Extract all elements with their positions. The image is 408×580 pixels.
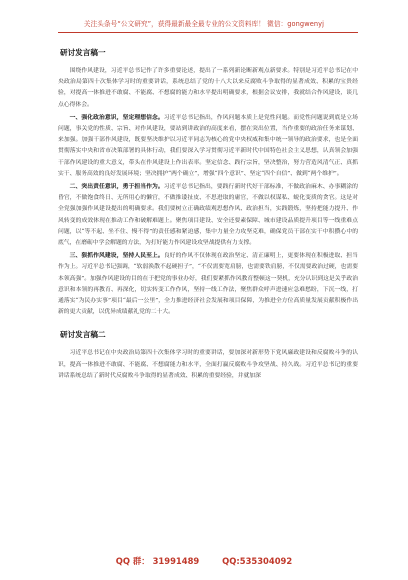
intro-paragraph-2: 习近平总书记在中央政治局第四十次集体学习时的重要讲话，要加深对新形势下党风廉政建设和反腐败斗争的认识，提高一体推进不敢腐、不能腐、不想腐能力和水平，全面打赢反腐败斗争攻坚战、持久战。习近平总书记的重要讲话系统总结了新时代反腐败斗争取得的显著成效、积累的重要经验，并就加深 bbox=[58, 350, 358, 379]
point-2-paragraph bbox=[58, 182, 358, 249]
point-1-heading: 一、强化政治意识，坚定理想信念。 bbox=[69, 114, 164, 121]
header-banner: 关注头条号“公文研究”，获得最新最全最专业的公文资料库！ 微信：gongwenyj bbox=[83, 20, 325, 28]
qq-group-label: QQ 群： 31991489 bbox=[115, 556, 200, 566]
contact-footer bbox=[0, 555, 408, 567]
point-2-heading: 二、突出责任意识，勇于担当作为。 bbox=[69, 184, 164, 191]
qq-contact-label: QQ:535304092 bbox=[222, 556, 293, 566]
section-title-1: 研讨发言稿一 bbox=[60, 48, 106, 57]
section-title-2: 研讨发言稿二 bbox=[60, 330, 106, 340]
header-divider bbox=[58, 32, 358, 33]
point-3-heading: 三、狠抓作风建设，坚持人民至上。 bbox=[69, 253, 164, 260]
point-1-paragraph bbox=[58, 113, 358, 180]
point-3-body: 良好的作风不仅体现在政治坚定、清正廉明上，更要体现在积极进取、担当作为上。习近平总书记强调，“软弱涣散不起硬担子”，“不仅需要宽肩膀，也需要铁肩膀，不仅需要政治过硬，也需要本领高强”。加强作风建设的目的在于把党的事业办好，我们要紧抓作风教育整顿这一契机，充分认识到这是关乎政治意识和本领的再教育、再深化，切实转变工作作风，坚持一线工作法，聚焦群众呼声进速应急难愁盼，下沉一线，打通落实“为民办实事”项目“最后一公里”，全力推进经济社会发展和项目保障，为推进全方位高质量发展贡献积极作出新的更大贡献，以优异成绩献礼党的二十大。 bbox=[58, 253, 358, 316]
point-3-paragraph bbox=[58, 251, 358, 318]
point-2-body: 习近平总书记指出，要践行新时代好干部标准，不做政治麻木、办事糊涂的昏官，不做饱食终日、无所用心的懒官，不做推诿扯皮、不思进取的庸官，不做以权谋私、蜕化变质的贪官。这是对全党强加强作风建设提出的明确要求。我们要树立正确政绩观思想作风、政治担当，实践锻炼，坚持把能力提升、作风转变的成效体现在推动工作和破解难题上。聚焦项目建设、安全还要素保障、城市建设品质提升项目等一线重难点问题，以“等不起、坐不住、慢不得”的责任感和紧迫感，集中力量全力攻坚克难，确保党员干部在实干中积攒心中的底气，在磨砺中学会解题的方法，为打好能力作风建设攻坚战提供有力支撑。 bbox=[58, 184, 358, 247]
intro-paragraph-1: 围绕作风建设，习近平总书记作了许多重要论述，提出了一系列新论断新观点新要求。特别是习近平总书记在中央政治局第四十次集体学习时的重要讲话，系统总结了党的十八大以来反腐败斗争取得的显著成效、积累的宝贵经验，对提高一体推进不敢腐、不能腐、不想腐的能力和水平提出明确要求，根据会议安排，我就结合作风建设，谈几点心得体会。 bbox=[58, 68, 358, 108]
point-1-body: 习近平总书记指出，作风问题本质上是党性问题。而党性问题说到底是立场问题，事关党的性质、宗旨、对作风建设，要站到讲政治的高度来看，摆在突出位置，当作重要的政治任务来谋划、来加强。加强干部作风建设，既要坚决维护以习近平同志为核心的党中央权威和集中统一领导的政治要求，也是全面贯彻落实中央和省市决策部署的具体行动，我们要深入学习贯彻习近平新时代中国特色社会主义思想，认真领会加强干部作风建设的重大意义，带头在作风建设上作出表率。坚定信念、践行宗旨，坚决整治，努力营造风清气正、真抓实干、服务高效的良好发展环境；坚决拥护“两个确立”，增强“四个意识”、坚定“四个自信”、做到“两个维护”。 bbox=[58, 114, 358, 177]
document-body bbox=[58, 48, 358, 384]
